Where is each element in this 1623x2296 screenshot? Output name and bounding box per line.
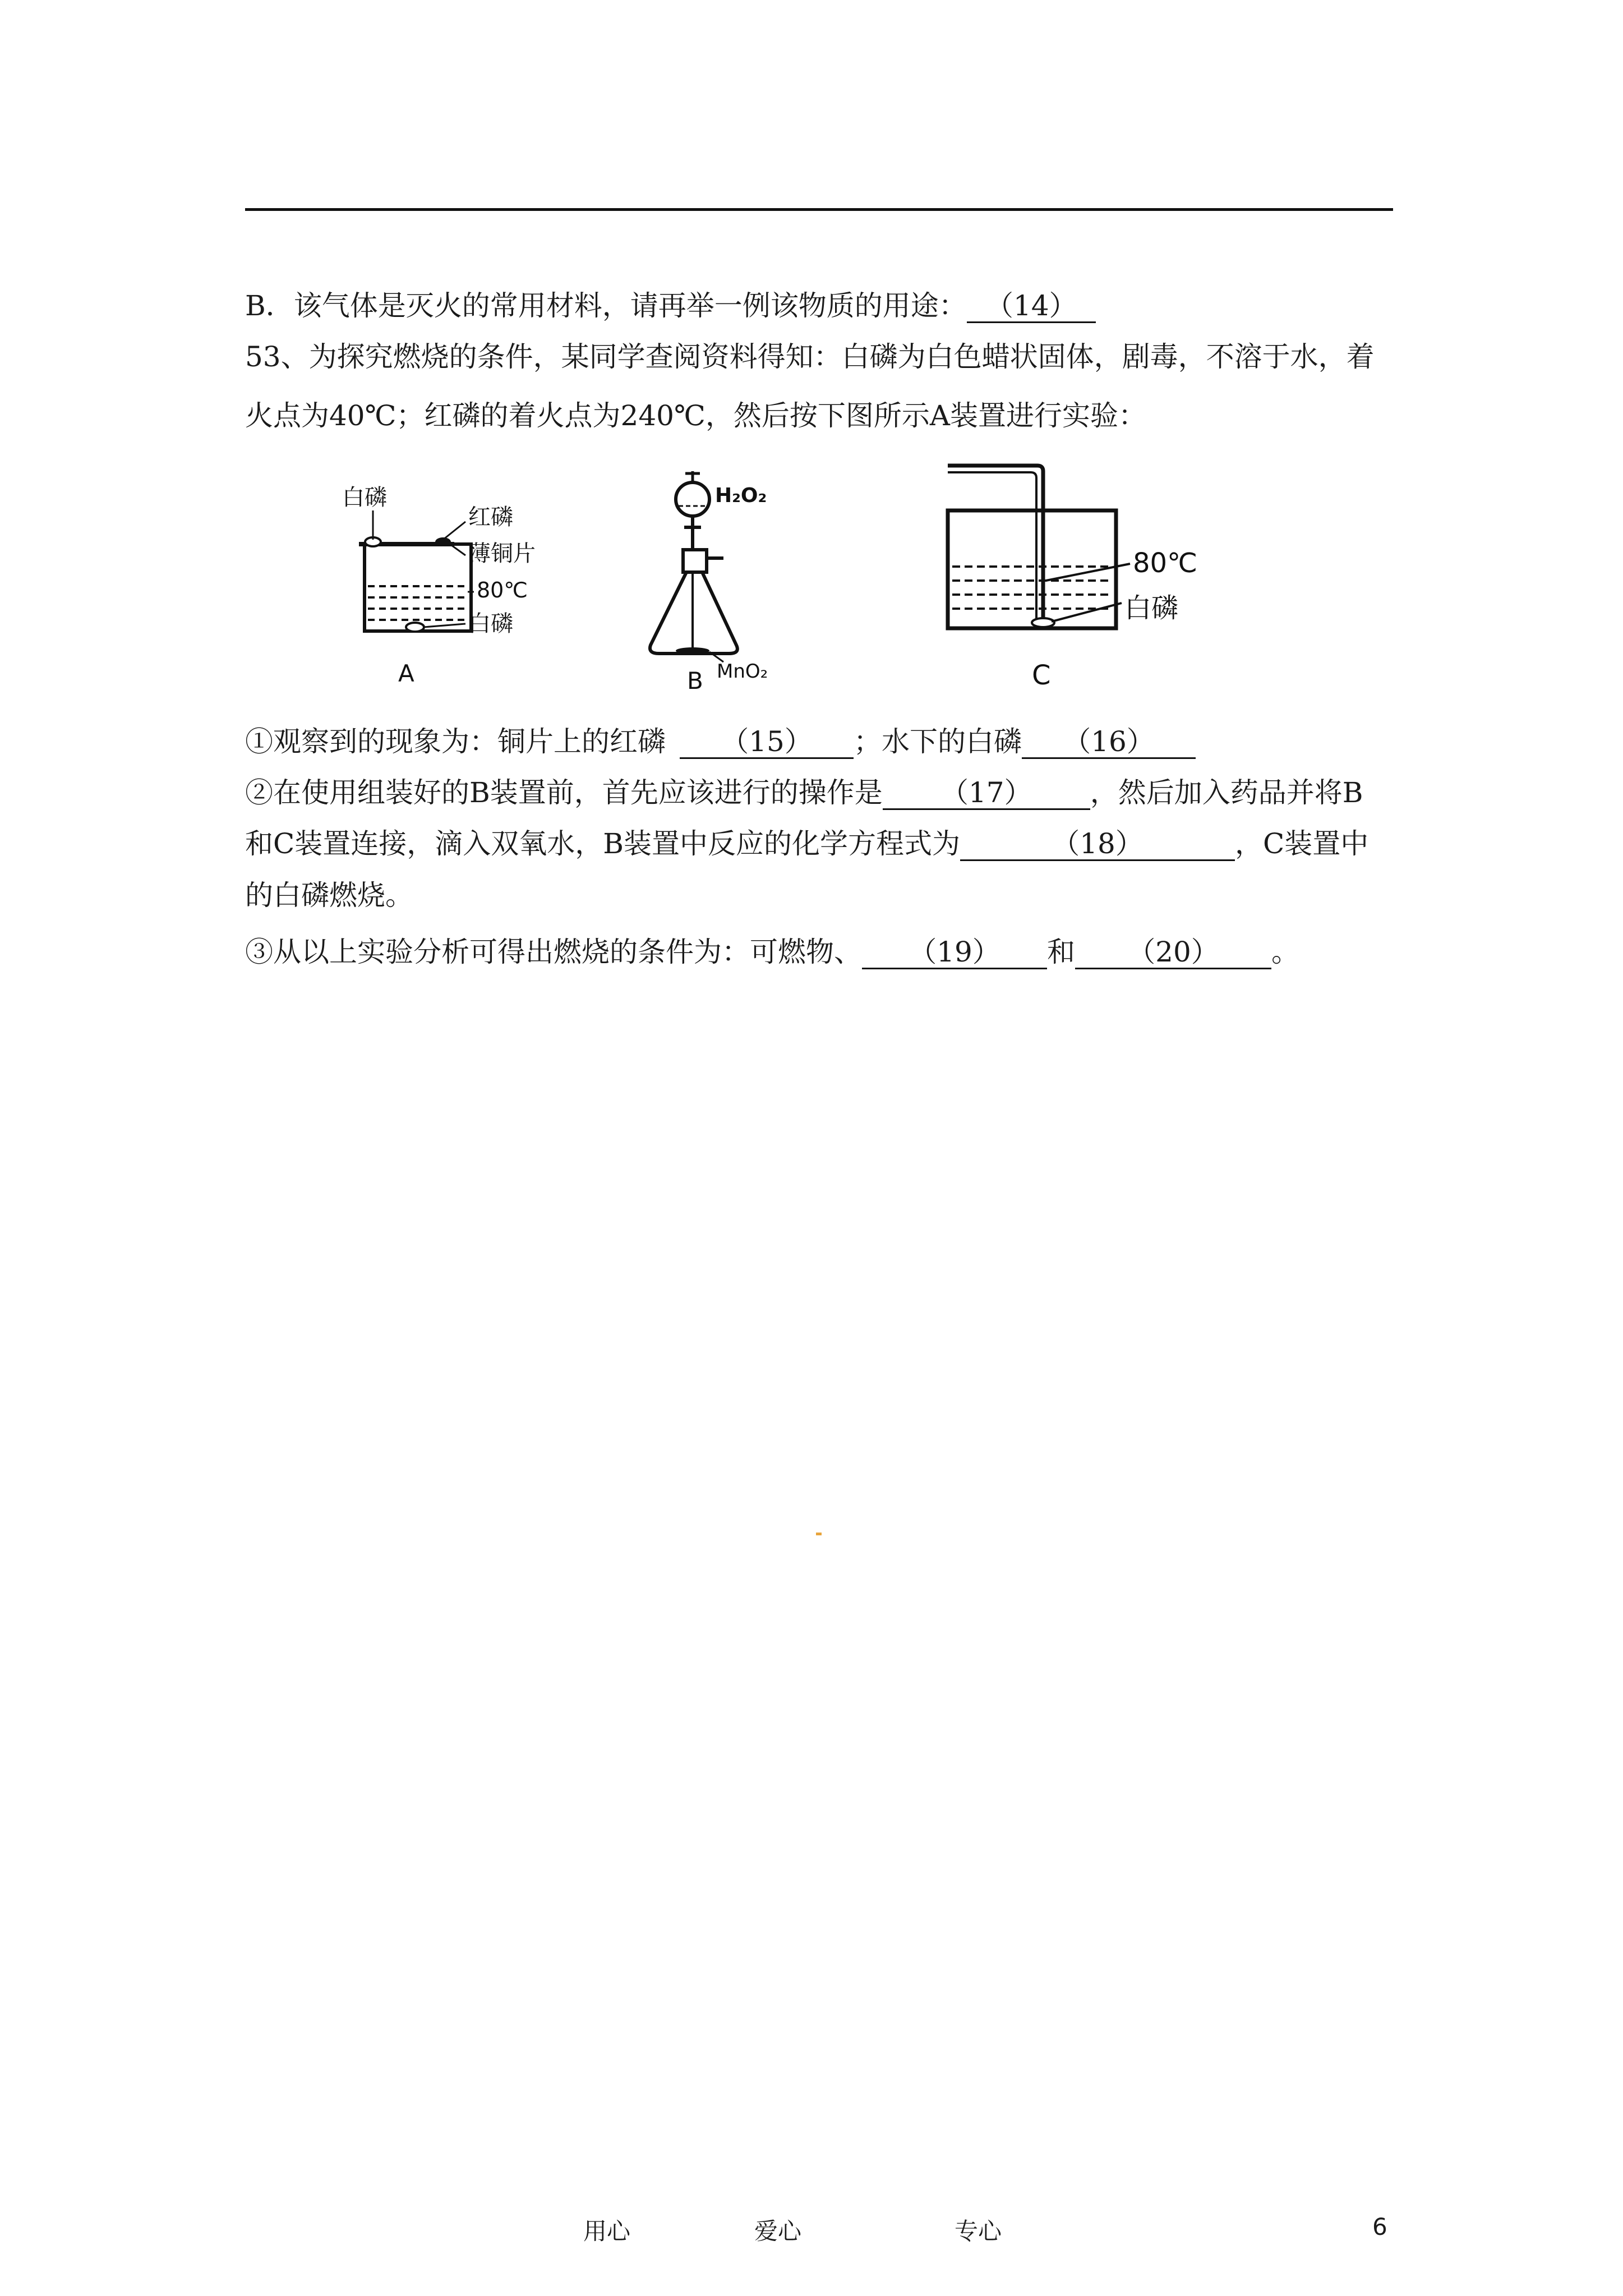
apparatus-c-figure [931, 454, 1245, 696]
answer-blank-16[interactable]: （16） [1022, 726, 1196, 759]
q52-b-line [245, 289, 1096, 323]
label-copper: 薄铜片 [468, 541, 536, 567]
label-white-p-bottom: 白磷 [468, 611, 513, 637]
q53-item3-line [245, 935, 1299, 969]
stopper [683, 550, 707, 572]
q53-intro-line1: 53、为探究燃烧的条件，某同学查阅资料得知：白磷为白色蜡状固体，剧毒，不溶于水，着 [245, 341, 1375, 373]
separatory-funnel [676, 482, 709, 516]
label-white-p-top: 白磷 [342, 485, 387, 510]
q53-item2-tail: ，然后加入药品并将B [1090, 776, 1363, 809]
caption-b: B [687, 667, 703, 694]
q52-b-text: B．该气体是灭火的常用材料，请再举一例该物质的用途： [245, 289, 967, 322]
answer-blank-15[interactable]: （15） [680, 726, 854, 759]
answer-blank-20[interactable]: （20） [1075, 936, 1271, 969]
q53-item2-text: ②在使用组装好的B装置前，首先应该进行的操作是 [245, 776, 883, 809]
q53-item3-end: 。 [1271, 936, 1299, 968]
page-number: 6 [1372, 2213, 1387, 2240]
answer-blank-18[interactable]: （18） [960, 828, 1235, 861]
caption-c: C [1032, 660, 1051, 691]
apparatus-a-figure [331, 477, 566, 690]
white-phosphorus-bottom [406, 623, 424, 632]
label-white-p-c: 白磷 [1124, 592, 1179, 624]
q53-item2-line2-text: 和C装置连接，滴入双氧水，B装置中反应的化学方程式为 [245, 827, 960, 860]
answer-blank-17[interactable]: （17） [883, 777, 1090, 810]
q53-item2-line2-tail: ，C装置中 [1235, 827, 1369, 860]
footer-right: 专心 [955, 2217, 1002, 2245]
label-red-p: 红磷 [468, 504, 513, 530]
label-temp-a: 80℃ [477, 578, 528, 602]
q53-item1-line [245, 725, 1196, 759]
ink-mark [816, 1533, 822, 1535]
q53-item3-mid: 和 [1047, 936, 1075, 968]
answer-blank-14[interactable]: （14） [967, 290, 1096, 323]
caption-a: A [398, 660, 414, 687]
label-temp-c: 80℃ [1133, 547, 1197, 579]
label-h2o2: H₂O₂ [715, 484, 767, 507]
q53-item1-mid: ；水下的白磷 [854, 725, 1022, 758]
white-phosphorus-c [1032, 618, 1054, 627]
q53-item2-line2 [245, 827, 1368, 861]
q53-item2-line1 [245, 776, 1363, 810]
answer-blank-19[interactable]: （19） [862, 936, 1047, 969]
mno2-solid [676, 647, 709, 654]
apparatus-b-figure [639, 466, 819, 696]
delivery-tube [948, 466, 1043, 623]
q53-item1-text: ①观察到的现象为：铜片上的红磷 [245, 725, 666, 758]
footer-middle: 爱心 [754, 2217, 802, 2245]
beaker-a [365, 544, 471, 631]
q53-item2-line3: 的白磷燃烧。 [245, 879, 413, 912]
header-rule [245, 208, 1393, 211]
q53-intro-line2: 火点为40℃；红磷的着火点为240℃，然后按下图所示A装置进行实验： [245, 399, 1147, 432]
water-a [368, 586, 468, 620]
label-mno2: MnO₂ [717, 660, 768, 683]
footer-left: 用心 [583, 2217, 631, 2245]
q53-item3-text: ③从以上实验分析可得出燃烧的条件为：可燃物、 [245, 936, 862, 968]
